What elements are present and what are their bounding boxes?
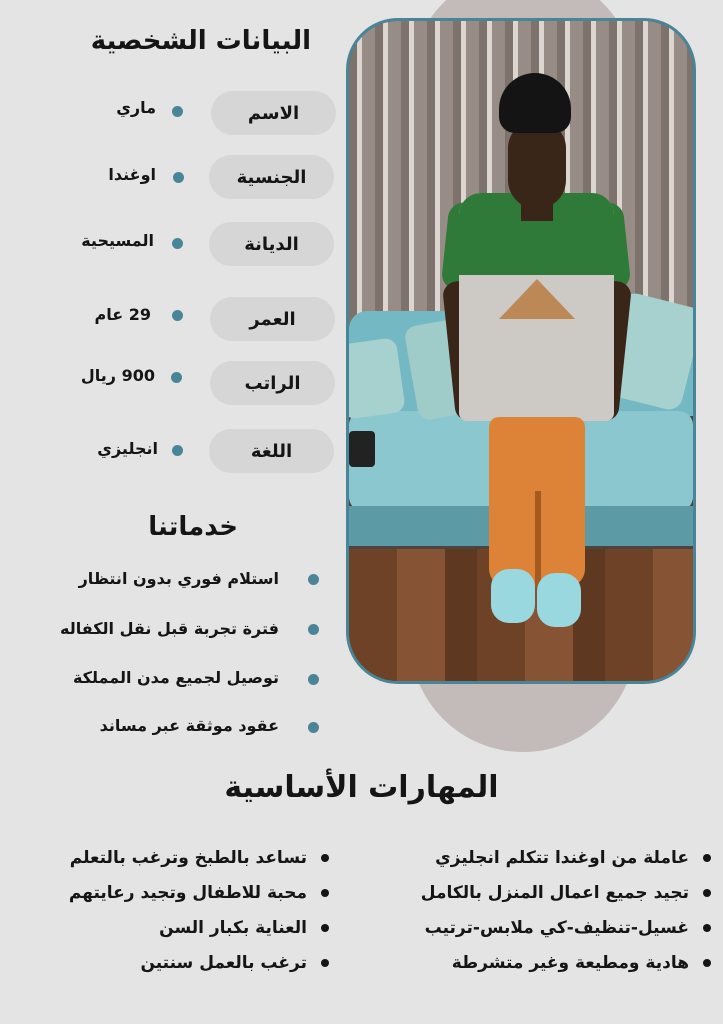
language-value: انجليزي: [97, 439, 158, 458]
list-item: هادية ومطيعة وغير متشرطة: [421, 948, 715, 983]
religion-label: الديانة: [209, 222, 334, 266]
dot-icon: [308, 722, 319, 733]
service-item: فترة تجربة قبل نقل الكفاله: [59, 619, 279, 638]
service-item: استلام فوري بدون انتظار: [78, 569, 279, 588]
name-value: ماري: [116, 98, 156, 117]
dot-icon: [172, 238, 183, 249]
list-item: عاملة من اوغندا تتكلم انجليزي: [421, 843, 715, 878]
name-label: الاسم: [211, 91, 336, 135]
dot-icon: [172, 310, 183, 321]
age-value: 29 عام: [94, 305, 151, 324]
skills-right-list: [421, 843, 715, 983]
dot-icon: [308, 574, 319, 585]
age-label: العمر: [210, 297, 335, 341]
nationality-value: اوغندا: [108, 165, 156, 184]
list-item: محبة للاطفال وتجيد رعايتهم: [69, 878, 333, 913]
list-item: تجيد جميع اعمال المنزل بالكامل: [421, 878, 715, 913]
worker-photo: [346, 18, 696, 684]
list-item: غسيل-تنظيف-كي ملابس-ترتيب: [421, 913, 715, 948]
dot-icon: [173, 172, 184, 183]
language-label: اللغة: [209, 429, 334, 473]
nationality-label: الجنسية: [209, 155, 334, 199]
personal-data-title: البيانات الشخصية: [90, 26, 311, 56]
service-item: عقود موثقة عبر مساند: [99, 716, 279, 735]
service-item: توصيل لجميع مدن المملكة: [72, 668, 279, 687]
dot-icon: [172, 106, 183, 117]
list-item: العناية بكبار السن: [69, 913, 333, 948]
dot-icon: [308, 674, 319, 685]
dot-icon: [308, 624, 319, 635]
dot-icon: [172, 445, 183, 456]
dot-icon: [171, 372, 182, 383]
religion-value: المسيحية: [81, 231, 154, 250]
list-item: تساعد بالطبخ وترغب بالتعلم: [69, 843, 333, 878]
salary-value: 900 ريال: [80, 366, 155, 385]
salary-label: الراتب: [210, 361, 335, 405]
skills-title: المهارات الأساسية: [224, 770, 499, 805]
list-item: ترغب بالعمل سنتين: [69, 948, 333, 983]
skills-left-list: [69, 843, 333, 983]
services-title: خدماتنا: [148, 512, 238, 542]
